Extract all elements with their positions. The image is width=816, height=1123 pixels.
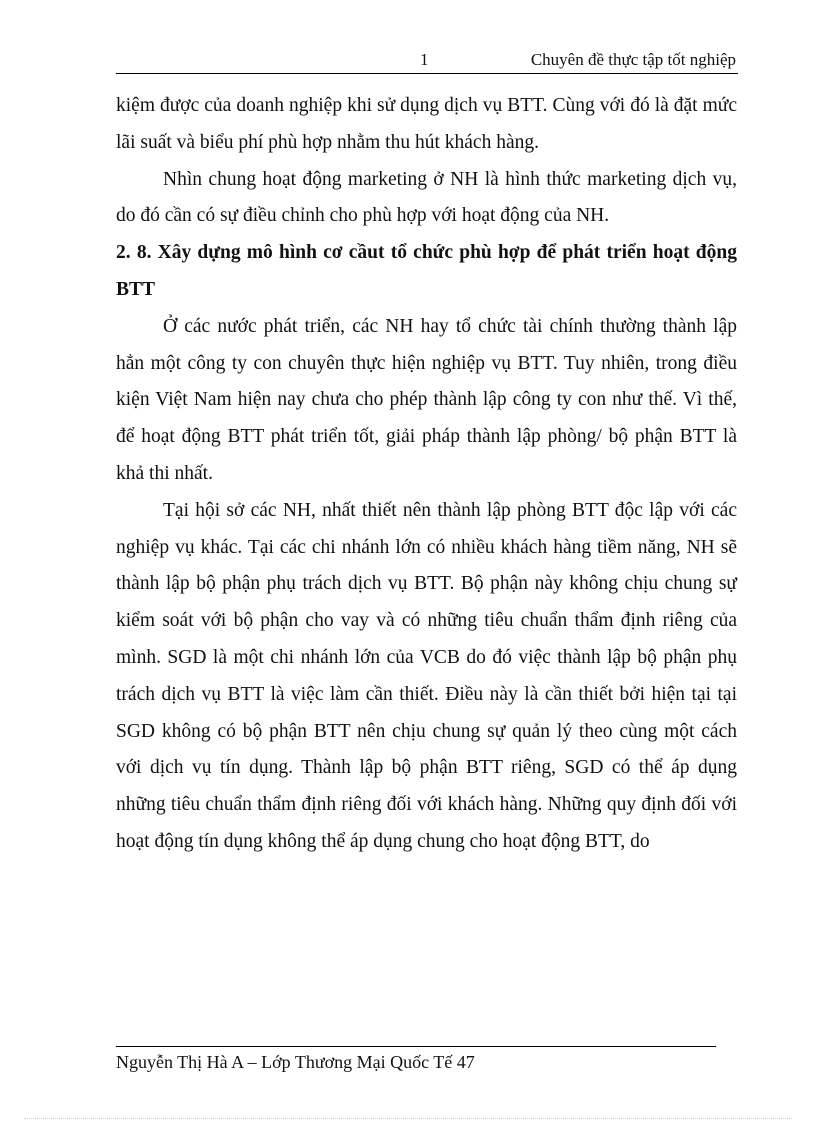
footer-text: Nguyễn Thị Hà A – Lớp Thương Mại Quốc Tế 47: [116, 1052, 475, 1072]
paragraph-3: Ở các nước phát triển, các NH hay tổ chức tài chính thường thành lập hẳn một công ty con chuyên thực hiện nghiệp vụ BTT. Tuy nhiên, trong điều kiện Việt Nam hiện nay chưa cho phép thành lập công ty con như thế. Vì thế, để hoạt động BTT phát triển tốt, giải pháp thành lập phòng/ bộ phận BTT là khả thi nhất.: [116, 315, 737, 484]
document-body: [116, 88, 737, 861]
header-title: Chuyên đề thực tập tốt nghiệp: [530, 50, 736, 69]
page-bottom-dotted-line: [24, 1118, 792, 1119]
footer-rule: [116, 1046, 716, 1047]
page-header: [116, 48, 738, 74]
page-number: 1: [420, 50, 429, 69]
section-heading: 2. 8. Xây dựng mô hình cơ cầut tổ chức phù hợp để phát triển hoạt động BTT: [116, 242, 737, 300]
paragraph-1: kiệm được của doanh nghiệp khi sử dụng dịch vụ BTT. Cùng với đó là đặt mức lãi suất và biểu phí phù hợp nhằm thu hút khách hàng.: [116, 95, 737, 153]
paragraph-4: Tại hội sở các NH, nhất thiết nên thành lập phòng BTT độc lập với các nghiệp vụ khác. Tại các chi nhánh lớn có nhiều khách hàng tiềm năng, NH sẽ thành lập bộ phận phụ trách dịch vụ BTT. Bộ phận này không chịu chung sự kiểm soát với bộ phận cho vay và có những tiêu chuẩn thẩm định riêng của mình. SGD là một chi nhánh lớn của VCB do đó việc thành lập bộ phận phụ trách dịch vụ BTT là việc làm cần thiết. Điều này là cần thiết bởi hiện tại tại SGD không có bộ phận BTT nên chịu chung sự quản lý theo cùng một cách với dịch vụ tín dụng. Thành lập bộ phận BTT riêng, SGD có thể áp dụng những tiêu chuẩn thẩm định riêng đối với khách hàng. Những quy định đối với hoạt động tín dụng không thể áp dụng chung cho hoạt động BTT, do: [116, 499, 737, 852]
paragraph-2: Nhìn chung hoạt động marketing ở NH là hình thức marketing dịch vụ, do đó cần có sự điều chỉnh cho phù hợp với hoạt động của NH.: [116, 168, 737, 227]
